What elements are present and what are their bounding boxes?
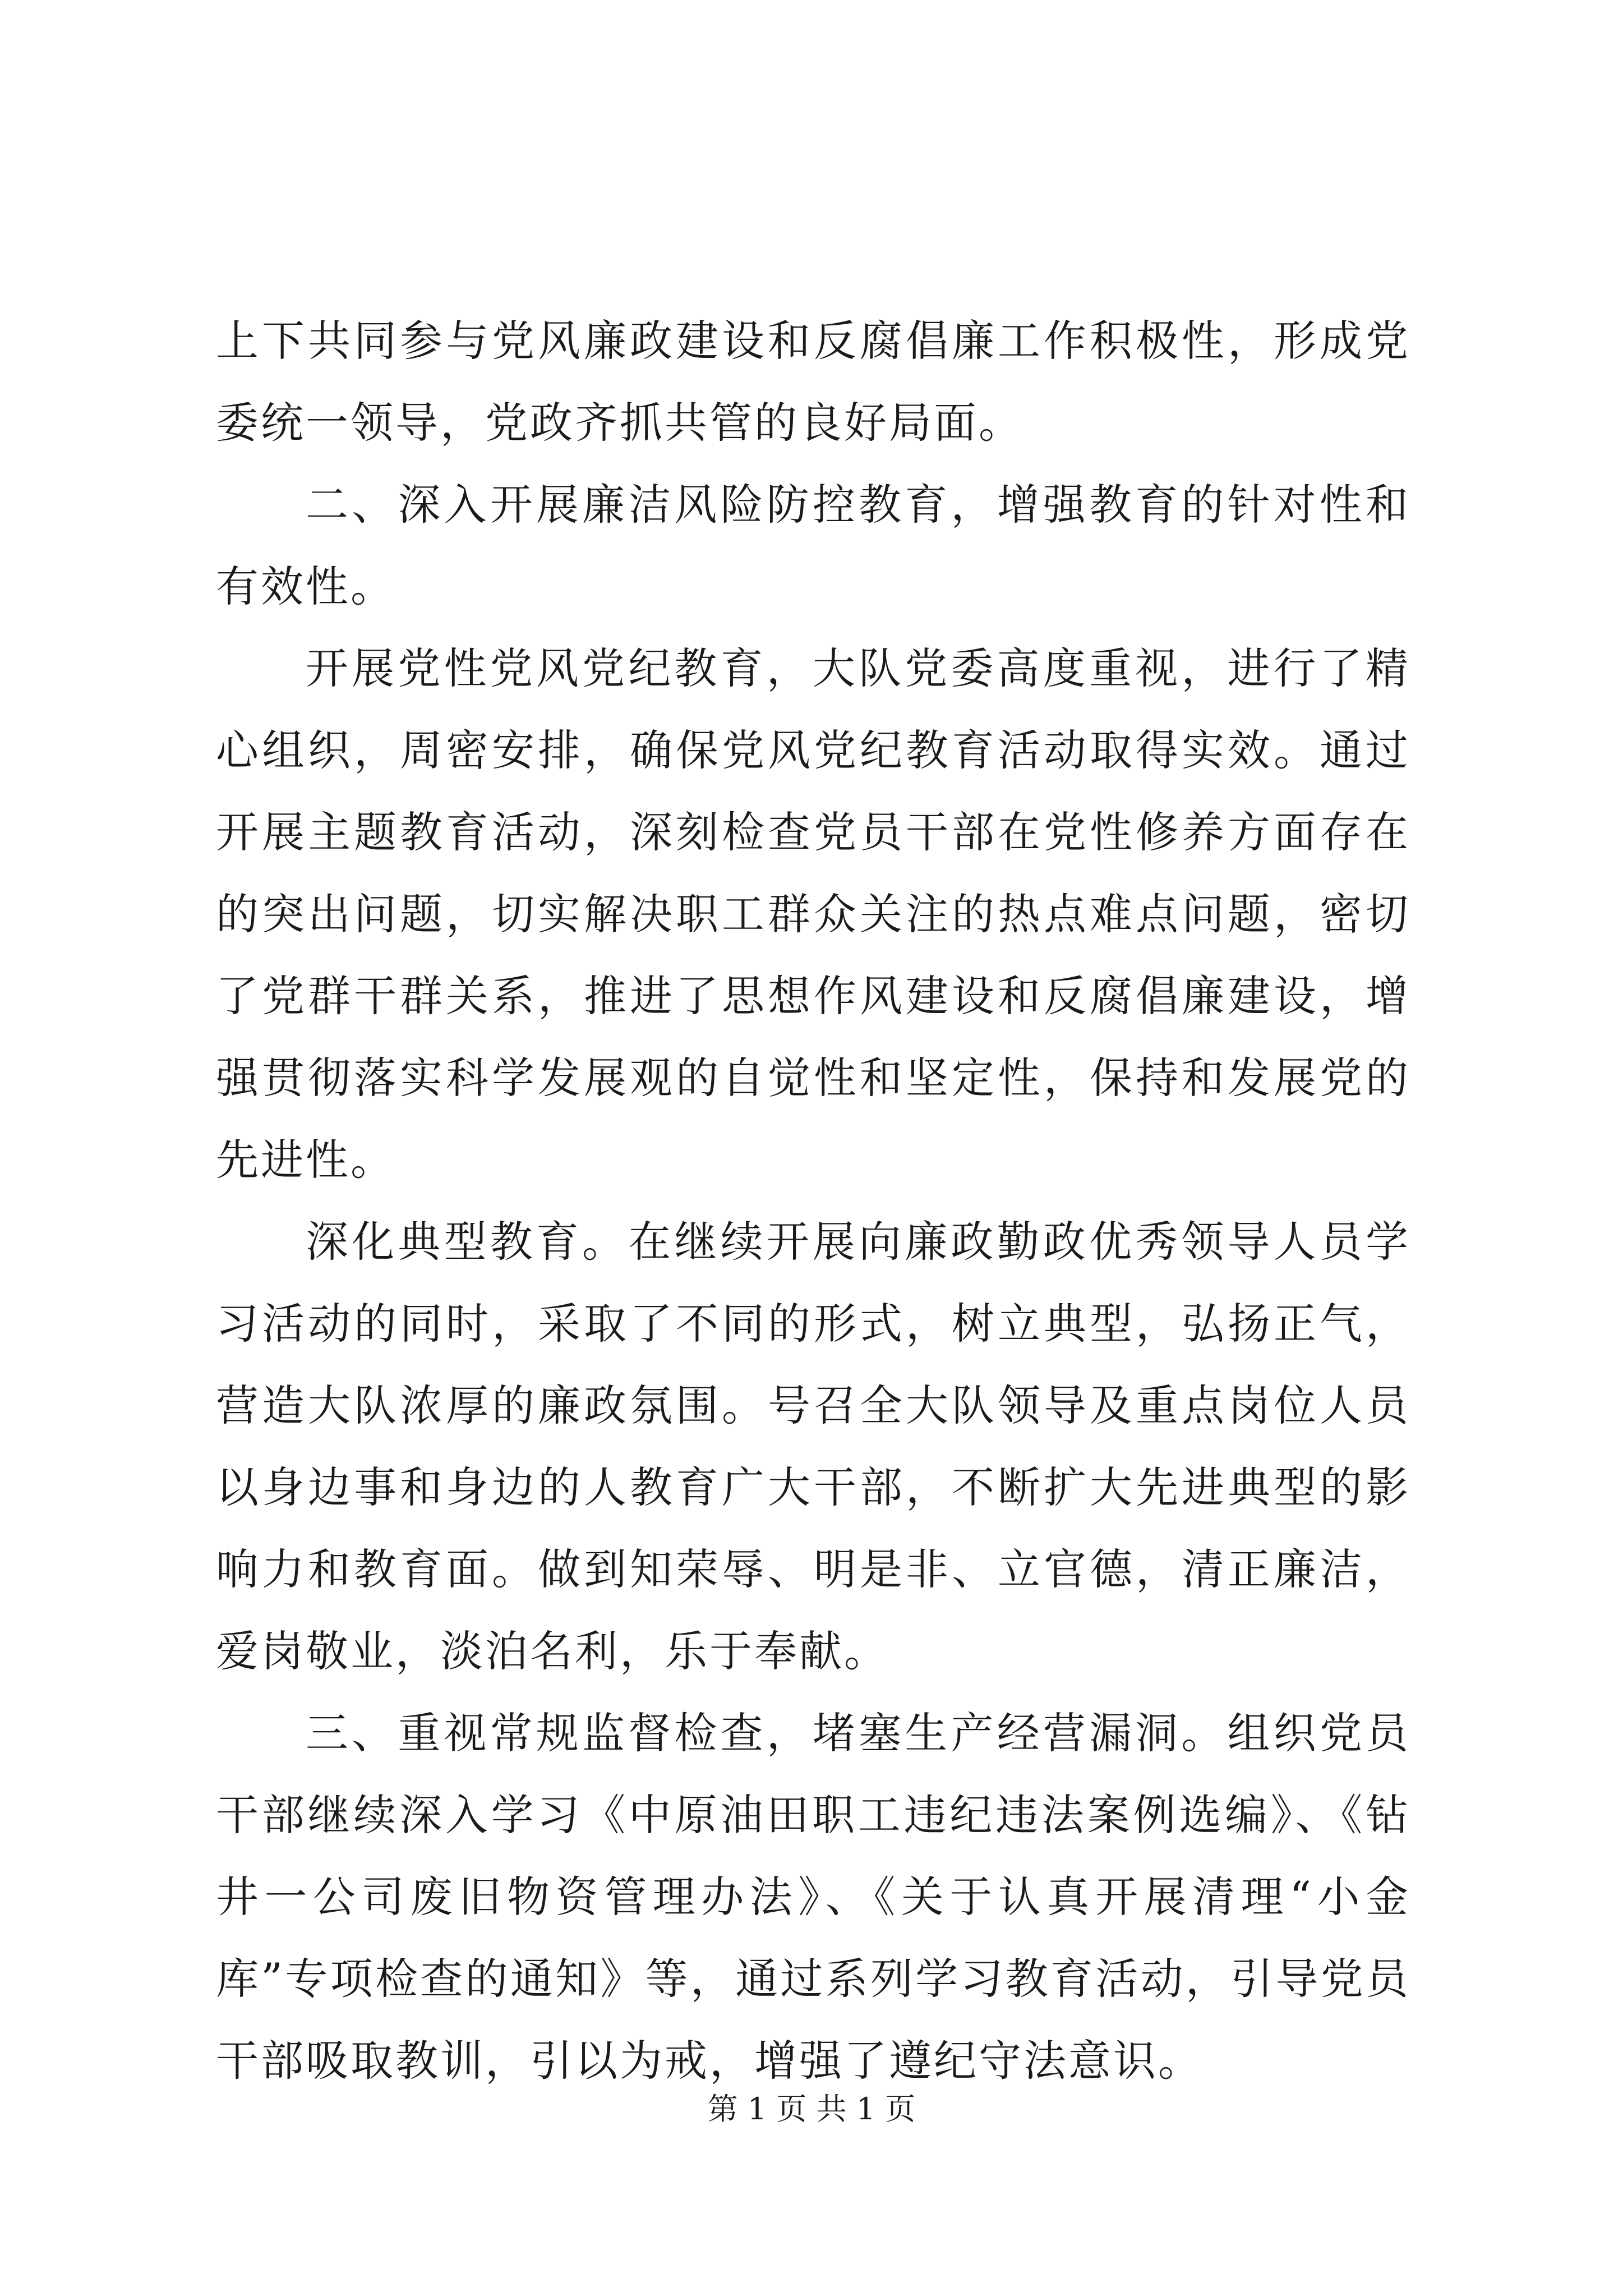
paragraph-3: 开展党性党风党纪教育，大队党委高度重视，进行了精心组织，周密安排，确保党风党纪教育活动取得实效。通过开展主题教育活动，深刻检查党员干部在党性修养方面存在的突出问题，切实解决职工群众关注的热点难点问题，密切了党群干群关系，推进了思想作风建设和反腐倡廉建设，增强贯彻落实科学发展观的自觉性和坚定性，保持和发展党的先进性。 — [216, 643, 1410, 1185]
section-heading-2: 二、深入开展廉洁风险防控教育，增强教育的针对性和有效性。 — [216, 480, 1410, 611]
document-body — [216, 300, 1410, 2102]
section-heading-3: 三、重视常规监督检查，堵塞生产经营漏洞。组织党员干部继续深入学习《中原油田职工违纪违法案例选编》、《钻井一公司废旧物资管理办法》、《关于认真开展清理“小金库”专项检查的通知》等，通过系列学习教育活动，引导党员干部吸取教训，引以为戒，增强了遵纪守法意识。 — [216, 1708, 1410, 2086]
paragraph-4: 深化典型教育。在继续开展向廉政勤政优秀领导人员学习活动的同时，采取了不同的形式，树立典型，弘扬正气，营造大队浓厚的廉政氛围。号召全大队领导及重点岗位人员以身边事和身边的人教育广大干部，不断扩大先进典型的影响力和教育面。做到知荣辱、明是非、立官德，清正廉洁，爱岗敬业，淡泊名利，乐于奉献。 — [216, 1217, 1410, 1676]
page-number-footer: 第 1 页 共 1 页 — [707, 2091, 916, 2127]
paragraph-1: 上下共同参与党风廉政建设和反腐倡廉工作积极性，形成党委统一领导，党政齐抓共管的良好局面。 — [216, 316, 1410, 448]
